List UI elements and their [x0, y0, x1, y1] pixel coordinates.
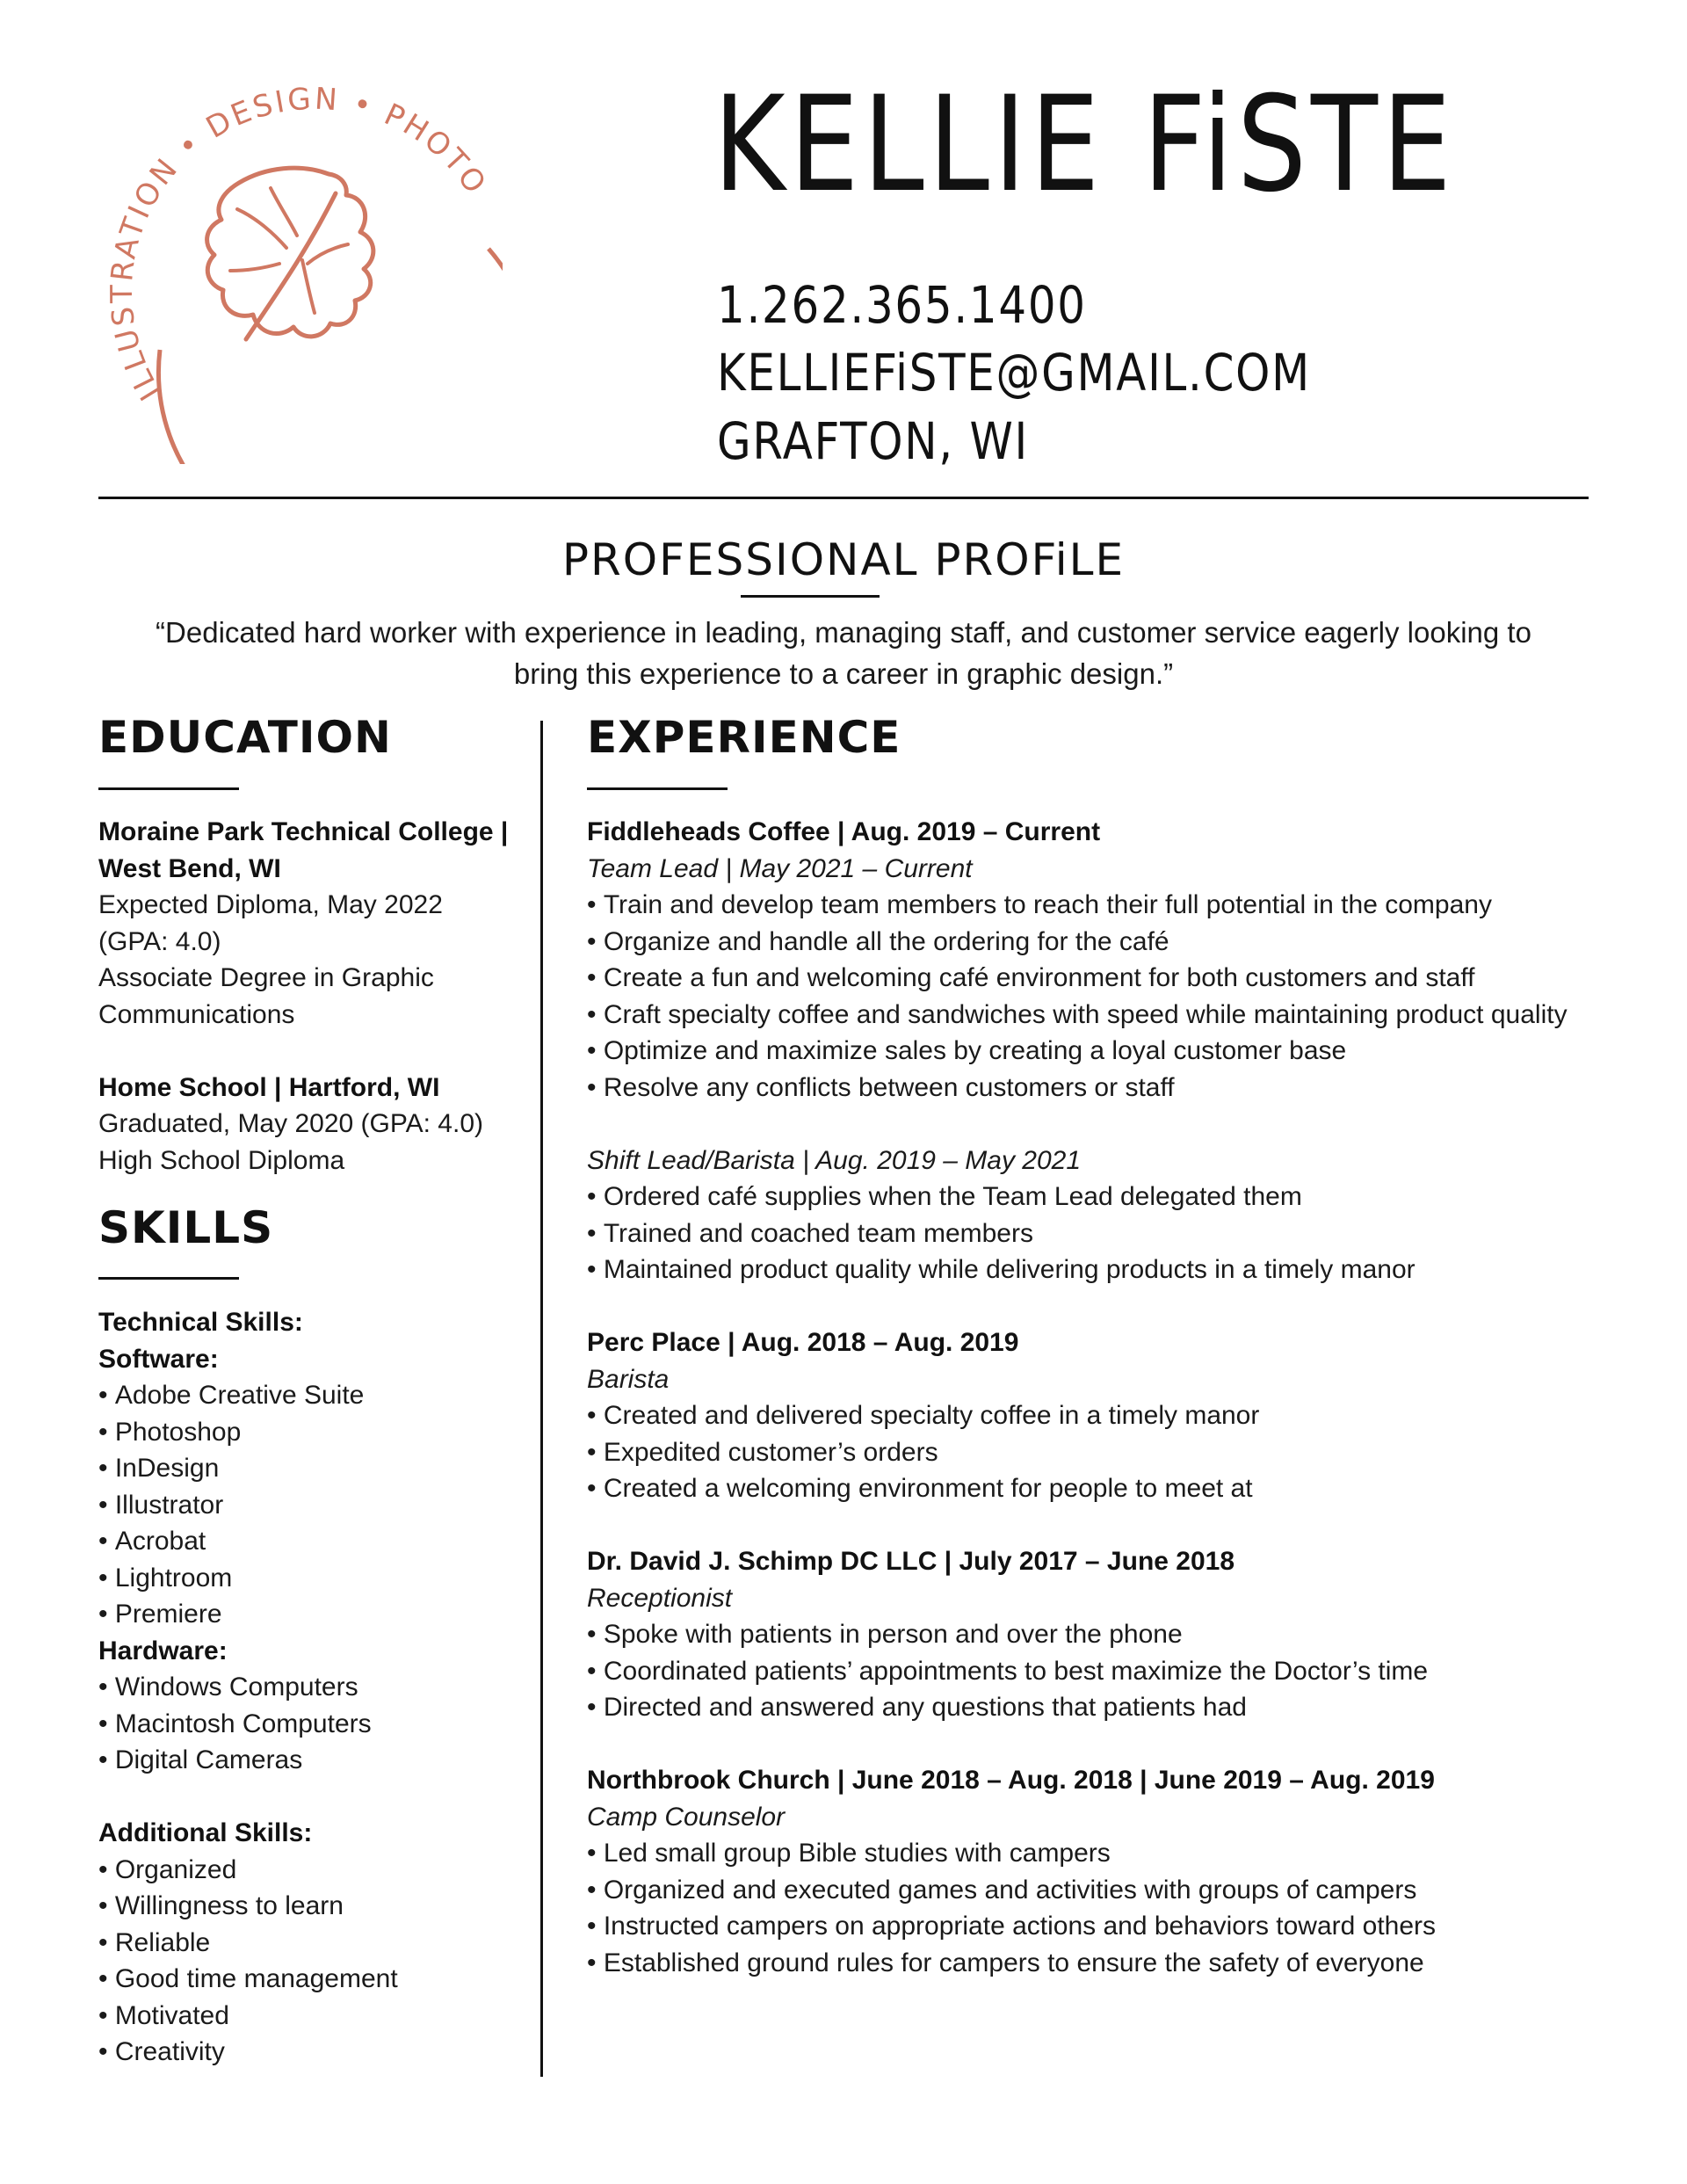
- profile-statement: “Dedicated hard worker with experience in leading, managing staff, and customer service eagerly looking to bring this experience to a career in graphic design.”: [156, 616, 1531, 690]
- job-bullet: • Ordered café supplies when the Team Lead delegated them: [587, 1179, 1568, 1215]
- education-detail: Expected Diploma, May 2022: [98, 890, 443, 919]
- education-detail: High School Diploma: [98, 1145, 345, 1175]
- skill-item: • Windows Computers: [98, 1669, 398, 1706]
- job-bullet: • Craft specialty coffee and sandwiches with speed while maintaining product quality: [587, 997, 1568, 1034]
- email-address: KELLIEFiSTE@GMAIL.COM: [717, 343, 1311, 403]
- skills-heading: SKILLS: [98, 1202, 274, 1253]
- education-detail: (GPA: 4.0): [98, 926, 221, 956]
- experience-heading: EXPERIENCE: [587, 712, 901, 763]
- profile-heading-underline: [741, 595, 880, 598]
- job-entry: [587, 1324, 1568, 1507]
- job-bullet: • Established ground rules for campers to ensure the safety of everyone: [587, 1945, 1568, 1982]
- skill-item: • Good time management: [98, 1961, 398, 1998]
- job-title: Northbrook Church | June 2018 – Aug. 2018 | June 2019 – Aug. 2019: [587, 1766, 1435, 1795]
- job-title: Perc Place | Aug. 2018 – Aug. 2019: [587, 1328, 1019, 1357]
- job-title: Dr. David J. Schimp DC LLC | July 2017 – June 2018: [587, 1547, 1235, 1576]
- education-detail: Graduated, May 2020 (GPA: 4.0): [98, 1109, 484, 1138]
- header-divider: [98, 497, 1589, 499]
- location: GRAFTON, WI: [717, 411, 1029, 471]
- job-bullet: • Coordinated patients’ appointments to best maximize the Doctor’s time: [587, 1653, 1568, 1690]
- job-bullet: • Created and delivered specialty coffee in a timely manor: [587, 1397, 1568, 1434]
- job-title: Fiddleheads Coffee | Aug. 2019 – Current: [587, 817, 1101, 846]
- job-entry: [587, 814, 1568, 1288]
- education-heading-underline: [98, 787, 239, 790]
- education-entry: [98, 814, 508, 1033]
- logo-ring-text: ILLUSTRATION • DESIGN • PHOTO: [104, 81, 495, 407]
- skill-item: • InDesign: [98, 1450, 398, 1487]
- hardware-label: Hardware:: [98, 1636, 228, 1665]
- education-detail: Associate Degree in Graphic: [98, 963, 434, 992]
- job-role: Team Lead | May 2021 – Current: [587, 853, 973, 883]
- skills-heading-underline: [98, 1277, 239, 1280]
- skill-item: • Willingness to learn: [98, 1888, 398, 1925]
- skill-item: • Reliable: [98, 1925, 398, 1962]
- skill-item: • Adobe Creative Suite: [98, 1377, 398, 1414]
- resume-name: KELLIE FiSTE: [713, 69, 1456, 221]
- experience-list: [587, 814, 1568, 1981]
- job-bullet: • Led small group Bible studies with campers: [587, 1835, 1568, 1872]
- job-bullet: • Expedited customer’s orders: [587, 1434, 1568, 1471]
- profile-heading: PROFESSIONAL PROFiLE: [561, 534, 1126, 585]
- brand-logo: [98, 60, 503, 464]
- education-entry: [98, 1070, 508, 1179]
- job-bullet: • Create a fun and welcoming café environment for both customers and staff: [587, 960, 1568, 997]
- school-name: Home School | Hartford, WI: [98, 1072, 440, 1102]
- job-role: Camp Counselor: [587, 1802, 786, 1832]
- job-bullet: • Instructed campers on appropriate actions and behaviors toward others: [587, 1908, 1568, 1945]
- job-role: Shift Lead/Barista | Aug. 2019 – May 2021: [587, 1145, 1082, 1175]
- education-heading: EDUCATION: [98, 712, 392, 763]
- job-role: Barista: [587, 1364, 670, 1394]
- job-entry: [587, 1543, 1568, 1726]
- school-location: West Bend, WI: [98, 853, 281, 883]
- skill-item: • Premiere: [98, 1596, 398, 1633]
- skill-item: • Motivated: [98, 1998, 398, 2035]
- skill-item: • Photoshop: [98, 1414, 398, 1451]
- software-label: Software:: [98, 1344, 219, 1374]
- skill-item: • Creativity: [98, 2034, 398, 2071]
- education-list: [98, 814, 508, 1179]
- skill-item: • Lightroom: [98, 1560, 398, 1597]
- job-bullet: • Optimize and maximize sales by creating a loyal customer base: [587, 1033, 1568, 1070]
- job-role: Receptionist: [587, 1583, 733, 1613]
- job-bullet: • Maintained product quality while delivering products in a timely manor: [587, 1252, 1568, 1288]
- job-bullet: • Train and develop team members to reach their full potential in the company: [587, 887, 1568, 924]
- job-bullet: • Resolve any conflicts between customers or staff: [587, 1070, 1568, 1107]
- skill-item: • Digital Cameras: [98, 1742, 398, 1779]
- phone-number: 1.262.365.1400: [717, 275, 1087, 335]
- job-entry: [587, 1762, 1568, 1981]
- skills-list: [98, 1304, 398, 2071]
- job-bullet: • Spoke with patients in person and over the phone: [587, 1616, 1568, 1653]
- experience-heading-underline: [587, 787, 728, 790]
- skill-item: • Macintosh Computers: [98, 1706, 398, 1743]
- job-bullet: • Created a welcoming environment for people to meet at: [587, 1470, 1568, 1507]
- monstera-leaf-icon: [207, 168, 373, 339]
- skill-item: • Organized: [98, 1852, 398, 1889]
- job-bullet: • Organize and handle all the ordering for the café: [587, 924, 1568, 961]
- school-name: Moraine Park Technical College |: [98, 817, 509, 846]
- skill-item: • Illustrator: [98, 1487, 398, 1524]
- skill-item: • Acrobat: [98, 1523, 398, 1560]
- logo-graphic: [98, 60, 503, 464]
- job-bullet: • Organized and executed games and activities with groups of campers: [587, 1872, 1568, 1909]
- job-bullet: • Directed and answered any questions that patients had: [587, 1689, 1568, 1726]
- column-divider: [540, 721, 543, 2077]
- technical-skills-label: Technical Skills:: [98, 1308, 303, 1337]
- education-detail: Communications: [98, 999, 295, 1029]
- additional-skills-label: Additional Skills:: [98, 1818, 313, 1847]
- job-bullet: • Trained and coached team members: [587, 1215, 1568, 1252]
